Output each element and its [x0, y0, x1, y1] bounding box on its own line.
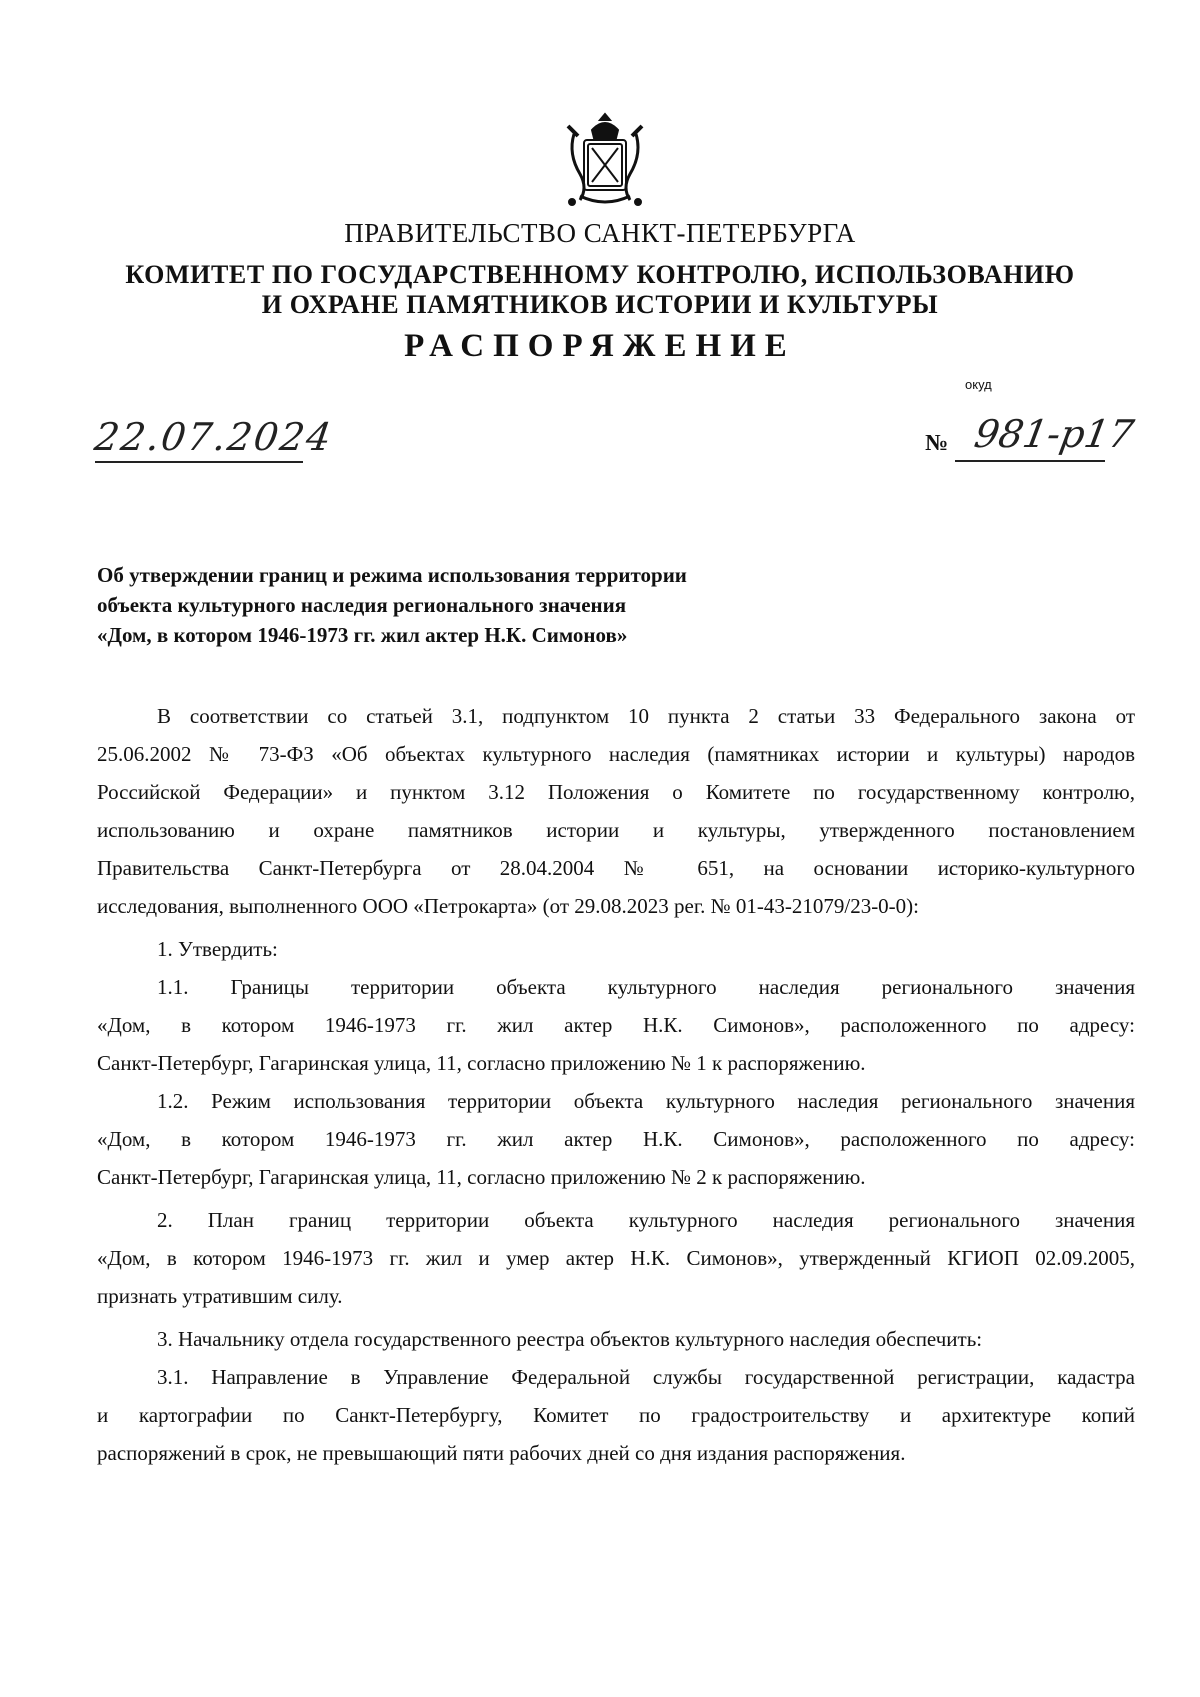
- number-underline: [955, 460, 1105, 462]
- clause-1-2: 1.2. Режим использования территории объекта культурного наследия регионального значения: [157, 1089, 1135, 1113]
- body-line: Санкт-Петербург, Гагаринская улица, 11, согласно приложению № 1 к распоряжению.: [97, 1051, 866, 1075]
- body-line: В соответствии со статьей 3.1, подпунктом 10 пункта 2 статьи 33 Федерального закона от: [157, 704, 1135, 728]
- clause-2: 2. План границ территории объекта культурного наследия регионального значения: [157, 1208, 1135, 1232]
- document-title: [97, 560, 687, 650]
- body-line: исследования, выполненного ООО «Петрокарта» (от 29.08.2023 рег. № 01-43-21079/23-0-0):: [97, 894, 920, 918]
- handwritten-number: 981-р17: [971, 412, 1137, 456]
- body-line: «Дом, в котором 1946-1973 гг. жил актер Н.К. Симонов», расположенного по адресу:: [97, 1013, 1135, 1037]
- government-name: ПРАВИТЕЛЬСТВО САНКТ-ПЕТЕРБУРГА: [344, 218, 856, 248]
- body-line: признать утратившим силу.: [97, 1284, 343, 1308]
- body-line: Санкт-Петербург, Гагаринская улица, 11, согласно приложению № 2 к распоряжению.: [97, 1165, 866, 1189]
- body-line: и картографии по Санкт-Петербургу, Комитет по градостроительству и архитектуре копий: [97, 1403, 1135, 1427]
- title-line: объекта культурного наследия регионального значения: [97, 593, 627, 617]
- body-line: 25.06.2002 № 73-ФЗ «Об объектах культурного наследия (памятниках истории и культуры) народов: [97, 742, 1135, 766]
- clause-1-1: 1.1. Границы территории объекта культурного наследия регионального значения: [157, 975, 1135, 999]
- title-line: Об утверждении границ и режима использования территории: [97, 563, 687, 587]
- number-label: №: [925, 430, 949, 455]
- committee-name-line-1: КОМИТЕТ ПО ГОСУДАРСТВЕННОМУ КОНТРОЛЮ, ИСПОЛЬЗОВАНИЮ: [125, 260, 1075, 289]
- clause-1: 1. Утвердить:: [157, 937, 278, 961]
- document-type: РАСПОРЯЖЕНИЕ: [404, 328, 796, 364]
- committee-name: [0, 260, 1200, 320]
- body-line: «Дом, в котором 1946-1973 гг. жил актер Н.К. Симонов», расположенного по адресу:: [97, 1127, 1135, 1151]
- document-body: [97, 697, 1135, 1472]
- body-line: Российской Федерации» и пунктом 3.12 Положения о Комитете по государственному контролю,: [97, 780, 1135, 804]
- body-line: распоряжений в срок, не превышающий пяти рабочих дней со дня издания распоряжения.: [97, 1441, 906, 1465]
- body-line: «Дом, в котором 1946-1973 гг. жил и умер актер Н.К. Симонов», утвержденный КГИОП 02.09.2005,: [97, 1246, 1135, 1270]
- coat-of-arms-emblem: [562, 112, 648, 212]
- body-line: Правительства Санкт-Петербурга от 28.04.2004 № 651, на основании историко-культурного: [97, 856, 1135, 880]
- title-line: «Дом, в котором 1946-1973 гг. жил актер Н.К. Симонов»: [97, 623, 628, 647]
- committee-name-line-2: И ОХРАНЕ ПАМЯТНИКОВ ИСТОРИИ И КУЛЬТУРЫ: [261, 290, 939, 319]
- handwritten-date: 22.07.2024: [91, 415, 336, 459]
- okud-label: окуд: [965, 377, 992, 392]
- body-line: использованию и охране памятников истории и культуры, утвержденного постановлением: [97, 818, 1135, 842]
- date-underline: [95, 461, 303, 463]
- clause-3-1: 3.1. Направление в Управление Федеральной службы государственной регистрации, кадастра: [157, 1365, 1135, 1389]
- clause-3: 3. Начальнику отдела государственного реестра объектов культурного наследия обеспечить:: [157, 1327, 983, 1351]
